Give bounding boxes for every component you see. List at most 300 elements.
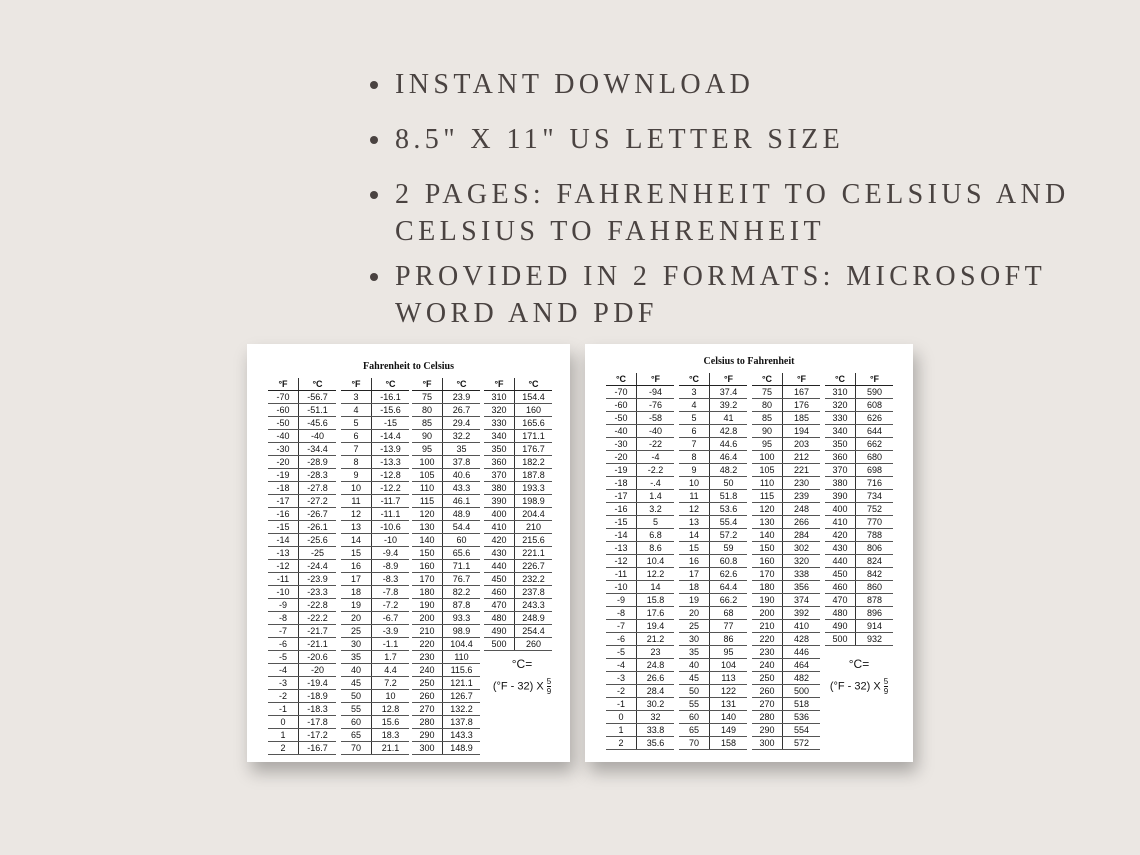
input-temperature-cell: 0 (606, 711, 637, 724)
table-row (825, 438, 893, 451)
converted-temperature-cell: 608 (856, 399, 894, 412)
input-temperature-cell: 70 (679, 737, 710, 750)
table-row (412, 742, 480, 755)
table-row (752, 503, 820, 516)
table-row (825, 620, 893, 633)
converted-temperature-cell: -2.2 (637, 464, 675, 477)
table-row (606, 425, 674, 438)
table-row (412, 482, 480, 495)
input-temperature-cell: 350 (825, 438, 856, 451)
converted-temperature-cell: 154.4 (515, 391, 553, 404)
table-row (484, 612, 552, 625)
table-row (268, 612, 336, 625)
table-row (606, 542, 674, 555)
converted-temperature-cell: 176.7 (515, 443, 553, 456)
input-temperature-cell: 30 (679, 633, 710, 646)
input-temperature-cell: 55 (341, 703, 372, 716)
input-temperature-cell: 105 (752, 464, 783, 477)
table-row (341, 742, 409, 755)
table-row (825, 607, 893, 620)
table-row (606, 464, 674, 477)
table-row (752, 646, 820, 659)
converted-temperature-cell: 806 (856, 542, 894, 555)
bullet-dot-icon (370, 191, 378, 199)
table-row (268, 482, 336, 495)
converted-temperature-cell: -26.7 (299, 508, 337, 521)
converted-temperature-cell: 60 (443, 534, 481, 547)
table-row (606, 386, 674, 399)
table-row (341, 430, 409, 443)
converted-temperature-cell: 76.7 (443, 573, 481, 586)
table-row (825, 568, 893, 581)
table-row (268, 443, 336, 456)
column-header: °C (679, 373, 710, 386)
converted-temperature-cell: -28.9 (299, 456, 337, 469)
table-row (825, 490, 893, 503)
input-temperature-cell: -20 (268, 456, 299, 469)
fraction-numerator: 5 (546, 677, 552, 686)
table-row (752, 581, 820, 594)
converted-temperature-cell: 95 (710, 646, 748, 659)
converted-temperature-cell: -34.4 (299, 443, 337, 456)
converted-temperature-cell: 6.8 (637, 529, 675, 542)
input-temperature-cell: 180 (752, 581, 783, 594)
input-temperature-cell: 75 (412, 391, 443, 404)
converted-temperature-cell: 21.2 (637, 633, 675, 646)
table-row (825, 555, 893, 568)
conversion-table (412, 378, 480, 755)
converted-temperature-cell: 752 (856, 503, 894, 516)
input-temperature-cell: 2 (606, 737, 637, 750)
converted-temperature-cell: 12.8 (372, 703, 410, 716)
table-row (679, 685, 747, 698)
converted-temperature-cell: -1.1 (372, 638, 410, 651)
table-row (341, 729, 409, 742)
input-temperature-cell: -13 (606, 542, 637, 555)
input-temperature-cell: 35 (341, 651, 372, 664)
converted-temperature-cell: 46.1 (443, 495, 481, 508)
converted-temperature-cell: 248.9 (515, 612, 553, 625)
converted-temperature-cell: -21.1 (299, 638, 337, 651)
input-temperature-cell: 12 (341, 508, 372, 521)
table-row (606, 412, 674, 425)
converted-temperature-cell: -28.3 (299, 469, 337, 482)
table-row (484, 391, 552, 404)
converted-temperature-cell: 896 (856, 607, 894, 620)
input-temperature-cell: 0 (268, 716, 299, 729)
input-temperature-cell: -20 (606, 451, 637, 464)
table-row (679, 711, 747, 724)
table-row (752, 672, 820, 685)
table-row (679, 724, 747, 737)
table-row (606, 581, 674, 594)
conversion-table (606, 373, 674, 750)
table-row (606, 490, 674, 503)
converted-temperature-cell: 64.4 (710, 581, 748, 594)
table-row (341, 404, 409, 417)
input-temperature-cell: 10 (679, 477, 710, 490)
input-temperature-cell: 18 (679, 581, 710, 594)
input-temperature-cell: -40 (606, 425, 637, 438)
input-temperature-cell: 13 (341, 521, 372, 534)
input-temperature-cell: 25 (679, 620, 710, 633)
input-temperature-cell: 480 (825, 607, 856, 620)
converted-temperature-cell: 464 (783, 659, 821, 672)
converted-temperature-cell: 158 (710, 737, 748, 750)
table-row (606, 659, 674, 672)
converted-temperature-cell: 4.4 (372, 664, 410, 677)
table-row (268, 729, 336, 742)
input-temperature-cell: -15 (268, 521, 299, 534)
converted-temperature-cell: 46.4 (710, 451, 748, 464)
column-header: °C (515, 378, 553, 391)
table-row (752, 685, 820, 698)
converted-temperature-cell: 734 (856, 490, 894, 503)
converted-temperature-cell: -25 (299, 547, 337, 560)
input-temperature-cell: 290 (752, 724, 783, 737)
converted-temperature-cell: 590 (856, 386, 894, 399)
input-temperature-cell: 55 (679, 698, 710, 711)
table-row (606, 516, 674, 529)
converted-temperature-cell: -9.4 (372, 547, 410, 560)
input-temperature-cell: 270 (752, 698, 783, 711)
table-row (268, 703, 336, 716)
input-temperature-cell: 90 (752, 425, 783, 438)
table-row (412, 599, 480, 612)
table-row (341, 573, 409, 586)
converted-temperature-cell: 32.2 (443, 430, 481, 443)
converted-temperature-cell: 374 (783, 594, 821, 607)
page-title: Fahrenheit to Celsius (363, 361, 454, 372)
column-header: °C (606, 373, 637, 386)
feature-text: 8.5" X 11" US LETTER SIZE (395, 124, 845, 155)
formula-line-2 (814, 677, 904, 696)
converted-temperature-cell: -7.8 (372, 586, 410, 599)
converted-temperature-cell: -19.4 (299, 677, 337, 690)
input-temperature-cell: 300 (752, 737, 783, 750)
table-row (341, 417, 409, 430)
input-temperature-cell: -50 (606, 412, 637, 425)
converted-temperature-cell: -18.9 (299, 690, 337, 703)
input-temperature-cell: -12 (268, 560, 299, 573)
input-temperature-cell: -3 (606, 672, 637, 685)
conversion-formula (814, 657, 904, 696)
converted-temperature-cell: 226.7 (515, 560, 553, 573)
converted-temperature-cell: 15.8 (637, 594, 675, 607)
table-header-row (825, 373, 893, 386)
table-row (268, 391, 336, 404)
input-temperature-cell: 290 (412, 729, 443, 742)
input-temperature-cell: 440 (825, 555, 856, 568)
converted-temperature-cell: 320 (783, 555, 821, 568)
converted-temperature-cell: -26.1 (299, 521, 337, 534)
input-temperature-cell: 300 (412, 742, 443, 755)
table-row (268, 521, 336, 534)
converted-temperature-cell: 8.6 (637, 542, 675, 555)
table-row (412, 495, 480, 508)
input-temperature-cell: 70 (341, 742, 372, 755)
input-temperature-cell: -11 (268, 573, 299, 586)
input-temperature-cell: 310 (825, 386, 856, 399)
converted-temperature-cell: 198.9 (515, 495, 553, 508)
table-row (752, 529, 820, 542)
conversion-table (484, 378, 552, 651)
table-row (679, 386, 747, 399)
table-row (341, 677, 409, 690)
input-temperature-cell: 350 (484, 443, 515, 456)
converted-temperature-cell: 260 (515, 638, 553, 651)
table-row (268, 716, 336, 729)
converted-temperature-cell: 121.1 (443, 677, 481, 690)
formula-fraction (547, 677, 551, 696)
table-row (412, 573, 480, 586)
converted-temperature-cell: 7.2 (372, 677, 410, 690)
table-row (412, 456, 480, 469)
converted-temperature-cell: 428 (783, 633, 821, 646)
input-temperature-cell: 160 (752, 555, 783, 568)
converted-temperature-cell: 77 (710, 620, 748, 633)
input-temperature-cell: 6 (341, 430, 372, 443)
converted-temperature-cell: 42.8 (710, 425, 748, 438)
input-temperature-cell: 30 (341, 638, 372, 651)
input-temperature-cell: 4 (341, 404, 372, 417)
input-temperature-cell: 18 (341, 586, 372, 599)
converted-temperature-cell: 230 (783, 477, 821, 490)
converted-temperature-cell: 23 (637, 646, 675, 659)
converted-temperature-cell: 10.4 (637, 555, 675, 568)
converted-temperature-cell: 842 (856, 568, 894, 581)
table-row (268, 625, 336, 638)
converted-temperature-cell: 55.4 (710, 516, 748, 529)
table-row (752, 555, 820, 568)
table-row (484, 560, 552, 573)
conversion-table (268, 378, 336, 755)
input-temperature-cell: 4 (679, 399, 710, 412)
converted-temperature-cell: -16.7 (299, 742, 337, 755)
converted-temperature-cell: 86 (710, 633, 748, 646)
input-temperature-cell: -14 (268, 534, 299, 547)
input-temperature-cell: 130 (412, 521, 443, 534)
converted-temperature-cell: 18.3 (372, 729, 410, 742)
table-row (484, 404, 552, 417)
input-temperature-cell: 210 (752, 620, 783, 633)
table-row (679, 477, 747, 490)
input-temperature-cell: 380 (825, 477, 856, 490)
input-temperature-cell: 110 (412, 482, 443, 495)
table-row (606, 737, 674, 750)
table-row (412, 469, 480, 482)
converted-temperature-cell: -8.3 (372, 573, 410, 586)
table-header-row (679, 373, 747, 386)
table-row (412, 612, 480, 625)
table-row (679, 581, 747, 594)
table-row (268, 742, 336, 755)
input-temperature-cell: 480 (484, 612, 515, 625)
input-temperature-cell: 3 (679, 386, 710, 399)
converted-temperature-cell: -22.2 (299, 612, 337, 625)
converted-temperature-cell: -17.2 (299, 729, 337, 742)
table-row (412, 664, 480, 677)
input-temperature-cell: -12 (606, 555, 637, 568)
input-temperature-cell: 7 (679, 438, 710, 451)
input-temperature-cell: -4 (606, 659, 637, 672)
fraction-denominator: 9 (883, 687, 889, 696)
input-temperature-cell: 14 (341, 534, 372, 547)
table-row (679, 659, 747, 672)
converted-temperature-cell: 410 (783, 620, 821, 633)
converted-temperature-cell: -20.6 (299, 651, 337, 664)
converted-temperature-cell: 14 (637, 581, 675, 594)
input-temperature-cell: 250 (752, 672, 783, 685)
table-row (268, 404, 336, 417)
input-temperature-cell: -7 (606, 620, 637, 633)
converted-temperature-cell: 5 (637, 516, 675, 529)
converted-temperature-cell: -13.3 (372, 456, 410, 469)
input-temperature-cell: 50 (341, 690, 372, 703)
input-temperature-cell: 260 (752, 685, 783, 698)
input-temperature-cell: 470 (825, 594, 856, 607)
table-row (341, 482, 409, 495)
input-temperature-cell: 11 (341, 495, 372, 508)
converted-temperature-cell: -6.7 (372, 612, 410, 625)
table-row (752, 620, 820, 633)
converted-temperature-cell: 338 (783, 568, 821, 581)
converted-temperature-cell: 19.4 (637, 620, 675, 633)
table-row (484, 521, 552, 534)
table-row (679, 672, 747, 685)
conversion-formula (477, 657, 567, 696)
converted-temperature-cell: 194 (783, 425, 821, 438)
input-temperature-cell: 490 (825, 620, 856, 633)
converted-temperature-cell: 680 (856, 451, 894, 464)
converted-temperature-cell: 115.6 (443, 664, 481, 677)
input-temperature-cell: 330 (825, 412, 856, 425)
conversion-table (341, 378, 409, 755)
converted-temperature-cell: 23.9 (443, 391, 481, 404)
input-temperature-cell: 170 (412, 573, 443, 586)
column-header: °F (268, 378, 299, 391)
converted-temperature-cell: 104 (710, 659, 748, 672)
converted-temperature-cell: -51.1 (299, 404, 337, 417)
converted-temperature-cell: 137.8 (443, 716, 481, 729)
converted-temperature-cell: 66.2 (710, 594, 748, 607)
table-row (606, 633, 674, 646)
converted-temperature-cell: -45.6 (299, 417, 337, 430)
converted-temperature-cell: -27.8 (299, 482, 337, 495)
input-temperature-cell: 500 (484, 638, 515, 651)
table-row (484, 573, 552, 586)
column-header: °C (825, 373, 856, 386)
input-temperature-cell: -10 (606, 581, 637, 594)
table-row (679, 594, 747, 607)
table-row (484, 456, 552, 469)
input-temperature-cell: -5 (268, 651, 299, 664)
input-temperature-cell: 120 (752, 503, 783, 516)
converted-temperature-cell: 48.2 (710, 464, 748, 477)
input-temperature-cell: 150 (752, 542, 783, 555)
converted-temperature-cell: -94 (637, 386, 675, 399)
input-temperature-cell: 95 (752, 438, 783, 451)
input-temperature-cell: 240 (752, 659, 783, 672)
converted-temperature-cell: -18.3 (299, 703, 337, 716)
converted-temperature-cell: 122 (710, 685, 748, 698)
table-row (679, 607, 747, 620)
table-row (606, 672, 674, 685)
converted-temperature-cell: -56.7 (299, 391, 337, 404)
input-temperature-cell: 180 (412, 586, 443, 599)
input-temperature-cell: 250 (412, 677, 443, 690)
converted-temperature-cell: 914 (856, 620, 894, 633)
converted-temperature-cell: 33.8 (637, 724, 675, 737)
table-row (341, 625, 409, 638)
converted-temperature-cell: 248 (783, 503, 821, 516)
feature-text: 2 PAGES: FAHRENHEIT TO CELSIUS AND CELSIUS TO FAHRENHEIT (395, 179, 1070, 247)
table-row (606, 711, 674, 724)
input-temperature-cell: 450 (825, 568, 856, 581)
table-row (679, 555, 747, 568)
conversion-table (679, 373, 747, 750)
table-row (752, 412, 820, 425)
table-row (341, 547, 409, 560)
table-row (412, 703, 480, 716)
table-row (606, 503, 674, 516)
input-temperature-cell: 60 (341, 716, 372, 729)
table-row (268, 508, 336, 521)
input-temperature-cell: 220 (752, 633, 783, 646)
input-temperature-cell: 25 (341, 625, 372, 638)
input-temperature-cell: 85 (752, 412, 783, 425)
input-temperature-cell: -3 (268, 677, 299, 690)
converted-temperature-cell: 113 (710, 672, 748, 685)
input-temperature-cell: 320 (484, 404, 515, 417)
table-row (679, 633, 747, 646)
table-row (268, 677, 336, 690)
input-temperature-cell: -8 (606, 607, 637, 620)
input-temperature-cell: 130 (752, 516, 783, 529)
converted-temperature-cell: 17.6 (637, 607, 675, 620)
table-row (341, 586, 409, 599)
converted-temperature-cell: 698 (856, 464, 894, 477)
converted-temperature-cell: -7.2 (372, 599, 410, 612)
table-row (268, 547, 336, 560)
input-temperature-cell: -30 (606, 438, 637, 451)
table-row (825, 542, 893, 555)
table-row (752, 542, 820, 555)
table-header-row (484, 378, 552, 391)
converted-temperature-cell: 239 (783, 490, 821, 503)
table-row (752, 724, 820, 737)
input-temperature-cell: 160 (412, 560, 443, 573)
converted-temperature-cell: -12.8 (372, 469, 410, 482)
input-temperature-cell: -2 (268, 690, 299, 703)
converted-temperature-cell: 12.2 (637, 568, 675, 581)
input-temperature-cell: 150 (412, 547, 443, 560)
converted-temperature-cell: -4 (637, 451, 675, 464)
converted-temperature-cell: 50 (710, 477, 748, 490)
table-row (412, 677, 480, 690)
input-temperature-cell: -13 (268, 547, 299, 560)
converted-temperature-cell: -14.4 (372, 430, 410, 443)
table-row (412, 729, 480, 742)
input-temperature-cell: 340 (825, 425, 856, 438)
feature-list (368, 66, 1108, 340)
feature-item (368, 258, 1108, 332)
input-temperature-cell: 115 (412, 495, 443, 508)
input-temperature-cell: 330 (484, 417, 515, 430)
input-temperature-cell: -1 (606, 698, 637, 711)
converted-temperature-cell: 43.3 (443, 482, 481, 495)
table-row (412, 716, 480, 729)
